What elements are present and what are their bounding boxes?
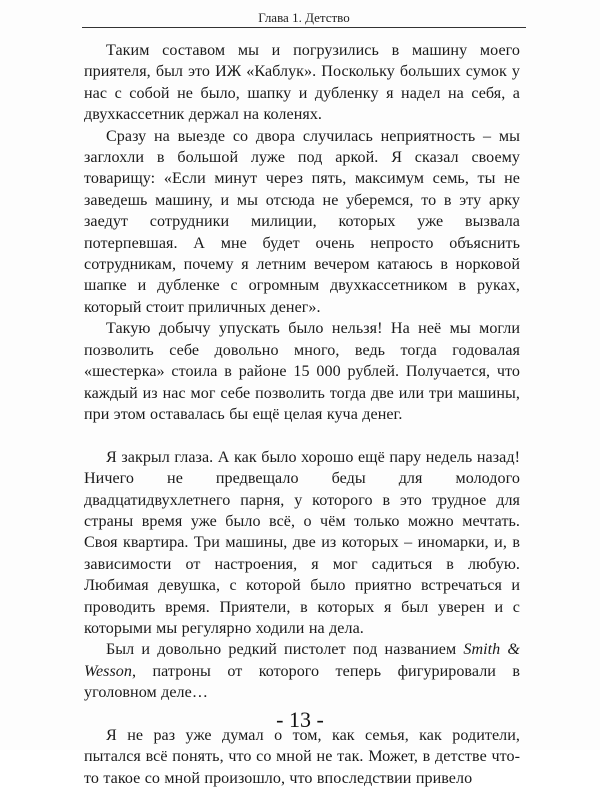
pistol-brand: Smith & Wesson (84, 641, 520, 680)
paragraph: Я закрыл глаза. А как было хорошо ещё пару недель назад! Ничего не предвещало беды для молодого двадцатидвухлетнего парня, у которого в это трудное для страны время уже было всё, о чём только можно мечтать. Своя квартира. Три машины, две из которых – иномарки, и, в зависимости от настроения, я мог садиться в любую. Любимая девушка, с которой было приятно встречаться и проводить время. Приятели, в которых я был уверен и с которыми мы регулярно ходили на дела. (84, 448, 520, 637)
paragraph: Я не раз уже думал о том, как семья, как родители, пытался всё понять, что со мной не так. Может, в детстве что-то такое со мной произошло, что впоследствии привело (84, 726, 520, 787)
paragraph: Такую добычу упускать было нельзя! На неё мы могли позволить себе довольно много, ведь тогда годовалая «шестерка» стоила в районе 15 000 рублей. Получается, что каждый из нас мог себе позволить тогда две или три машины, при этом оставалась бы ещё целая куча денег. (84, 320, 520, 423)
paragraph: Сразу на выезде со двора случилась неприятность – мы заглохли в большой луже под аркой. Я сказал своему товарищу: «Если минут через пять, максимум семь, ты не заведешь машину, и мы отсюда не уберемся, то в эту арку заедут сотрудники милиции, которых уже вызвала потерпевшая. А мне будет очень непросто объяснить сотрудникам, почему я летним вечером катаюсь в норковой шапке и дубленке с огромным двухкассетником в руках, который стоит приличных денег». (84, 127, 520, 316)
running-header: Глава 1. Детство (258, 10, 350, 25)
header-rule (82, 27, 526, 28)
paragraph: Таким составом мы и погрузились в машину моего приятеля, был это ИЖ «Каблук». Поскольку больших сумок у нас с собой не было, шапку и дубленку я надел на себя, а двухкассетник держал на коленях. (84, 42, 520, 124)
body-text (84, 40, 520, 789)
pistol-text-before: Был и довольно редкий пистолет под названием (106, 641, 464, 659)
pistol-text-after: , патроны от которого теперь фигурировали в уголовном деле… (84, 662, 520, 702)
paragraph-pistol (84, 639, 520, 703)
page-number: - 13 - (276, 707, 324, 732)
